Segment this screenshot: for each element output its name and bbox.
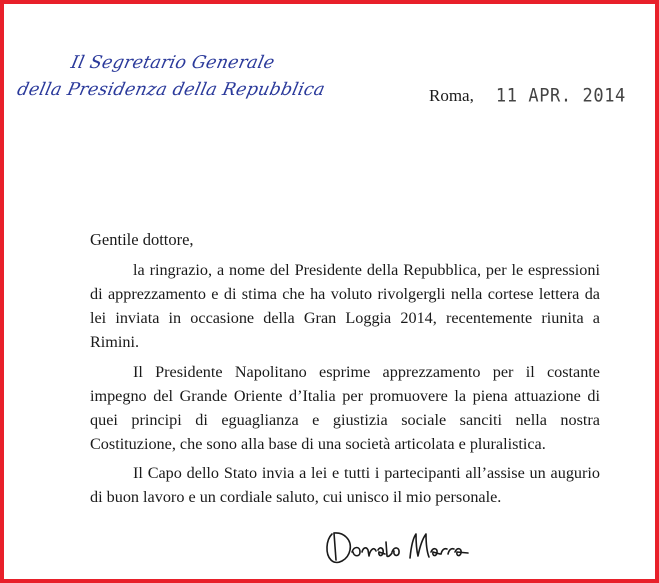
- salutation: Gentile dottore,: [90, 230, 194, 249]
- date-stamp: 11 APR. 2014: [495, 85, 626, 107]
- date-place: Roma,: [429, 86, 474, 105]
- letterhead: [13, 50, 327, 104]
- letterhead-line-1: Il Segretario Generale: [69, 53, 277, 73]
- paragraph-1: la ringrazio, a nome del Presidente della Repubblica, per le espressioni di apprezzamento e di stima che ha voluto rivolgergli nella cortese lettera da lei inviata in occasione della Gran Loggia 2014, recentemente riunita a Rimini.: [90, 261, 600, 351]
- letterhead-line-2: della Presidenza della Repubblica: [15, 80, 327, 100]
- handwritten-signature: [322, 524, 482, 568]
- paragraph-2: Il Presidente Napolitano esprime apprezzamento per il costante impegno del Grande Oriente d’Italia per promuovere la piena attuazione di quei principi di eguaglianza e giustizia sociale sanciti nella nostra Costituzione, che sono alla base di una società articolata e pluralistica.: [90, 363, 600, 453]
- paragraph-3: Il Capo dello Stato invia a lei e tutti i partecipanti all’assise un augurio di buon lavoro e un cordiale saluto, cui unisco il mio personale.: [90, 464, 600, 506]
- dateline: [429, 86, 626, 106]
